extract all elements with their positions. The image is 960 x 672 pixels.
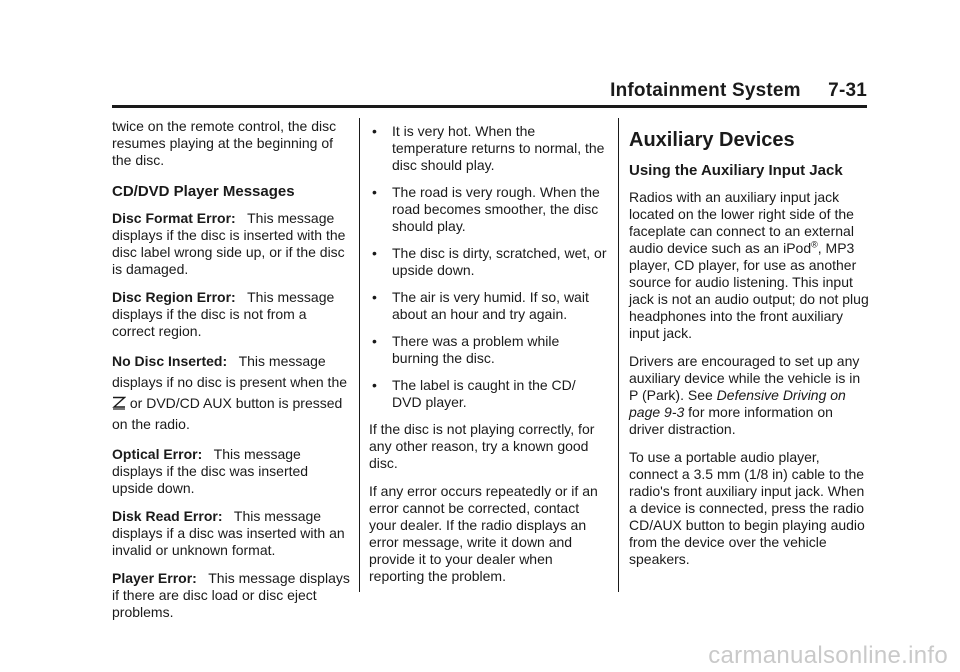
bullet-icon: • bbox=[372, 289, 377, 305]
message-text: This message displays if no disc is present when the bbox=[112, 353, 348, 390]
list-item-text: The label is caught in the CD/ DVD player. bbox=[392, 377, 576, 410]
column-1 bbox=[112, 118, 350, 632]
text: Radios with an auxiliary input jack located on the lower right side of the faceplate can connect to an external audio device such as an iPod bbox=[629, 189, 854, 256]
list-item bbox=[369, 289, 609, 323]
page-header bbox=[112, 74, 867, 108]
cross-reference-link[interactable]: Defensive Driving on page 9-3 bbox=[629, 387, 846, 420]
section-title: Infotainment System bbox=[610, 80, 801, 101]
list-item bbox=[369, 184, 609, 235]
section-heading: Auxiliary Devices bbox=[629, 129, 795, 151]
message-text: This message displays if a disc was inserted with an invalid or unknown format. bbox=[112, 508, 345, 558]
bullet-icon: • bbox=[372, 184, 377, 200]
column-3 bbox=[629, 120, 869, 579]
message-optical bbox=[112, 446, 350, 497]
message-text: or DVD/CD AUX button is pressed on the radio. bbox=[112, 395, 343, 432]
message-disk-read bbox=[112, 508, 350, 559]
list-item bbox=[369, 377, 609, 411]
paragraph: To use a portable audio player, connect a 3.5 mm (1/8 in) cable to the radio's front auxiliary input jack. When a device is connected, press the radio CD/AUX button to begin playing audio from the device over the vehicle speakers. bbox=[629, 449, 865, 567]
watermark: carmanualsonline.info bbox=[708, 642, 948, 669]
message-player bbox=[112, 570, 350, 621]
bullet-list bbox=[369, 123, 609, 411]
messages-heading: CD/DVD Player Messages bbox=[112, 183, 295, 200]
message-text: This message displays if there are disc load or disc eject problems. bbox=[112, 570, 350, 620]
intro-paragraph: twice on the remote control, the disc resumes playing at the beginning of the disc. bbox=[112, 118, 337, 168]
registered-mark: ® bbox=[811, 239, 818, 250]
message-lead: Disk Read Error: bbox=[112, 508, 223, 524]
list-item-text: The road is very rough. When the road becomes smoother, the disc should play. bbox=[392, 184, 600, 234]
message-lead: Optical Error: bbox=[112, 446, 203, 462]
message-disc-region bbox=[112, 289, 350, 340]
bullet-icon: • bbox=[372, 333, 377, 349]
paragraph bbox=[629, 353, 869, 438]
message-lead: Disc Region Error: bbox=[112, 289, 236, 305]
eject-z-icon bbox=[112, 396, 126, 410]
message-lead: No Disc Inserted: bbox=[112, 353, 228, 369]
bullet-icon: • bbox=[372, 123, 377, 139]
page-number: 7-31 bbox=[828, 80, 867, 101]
message-text: This message displays if the disc is inserted with the disc label wrong side up, or if the disc is damaged. bbox=[112, 210, 346, 277]
header-title bbox=[610, 80, 867, 102]
message-no-disc bbox=[112, 351, 350, 435]
list-item-text: The air is very humid. If so, wait about an hour and try again. bbox=[392, 289, 589, 322]
column-divider bbox=[618, 118, 619, 592]
paragraph: If the disc is not playing correctly, for any other reason, try a known good disc. bbox=[369, 421, 595, 471]
text: , MP3 player, CD player, for use as another source for audio listening. This input jack is not an audio output; do not plug headphones into the front auxiliary input jack. bbox=[629, 240, 869, 341]
subsection-heading: Using the Auxiliary Input Jack bbox=[629, 162, 843, 179]
text: Drivers are encouraged to set up any auxiliary device while the vehicle is in P (Park). See bbox=[629, 353, 861, 403]
list-item-text: It is very hot. When the temperature returns to normal, the disc should play. bbox=[392, 123, 605, 173]
message-lead: Player Error: bbox=[112, 570, 197, 586]
list-item-text: The disc is dirty, scratched, wet, or upside down. bbox=[392, 245, 607, 278]
list-item bbox=[369, 123, 609, 174]
bullet-icon: • bbox=[372, 245, 377, 261]
list-item-text: There was a problem while burning the disc. bbox=[392, 333, 560, 366]
message-text: This message displays if the disc was inserted upside down. bbox=[112, 446, 309, 496]
message-disc-format bbox=[112, 210, 350, 278]
paragraph: If any error occurs repeatedly or if an error cannot be corrected, contact your dealer. If the radio displays an error message, write it down and provide it to your dealer when reporting the problem. bbox=[369, 483, 598, 584]
column-2 bbox=[369, 123, 609, 596]
list-item bbox=[369, 245, 609, 279]
message-lead: Disc Format Error: bbox=[112, 210, 236, 226]
paragraph bbox=[629, 189, 869, 342]
column-divider bbox=[359, 118, 360, 592]
bullet-icon: • bbox=[372, 377, 377, 393]
text: for more information on driver distraction. bbox=[629, 404, 833, 437]
message-text: This message displays if the disc is not from a correct region. bbox=[112, 289, 335, 339]
list-item bbox=[369, 333, 609, 367]
